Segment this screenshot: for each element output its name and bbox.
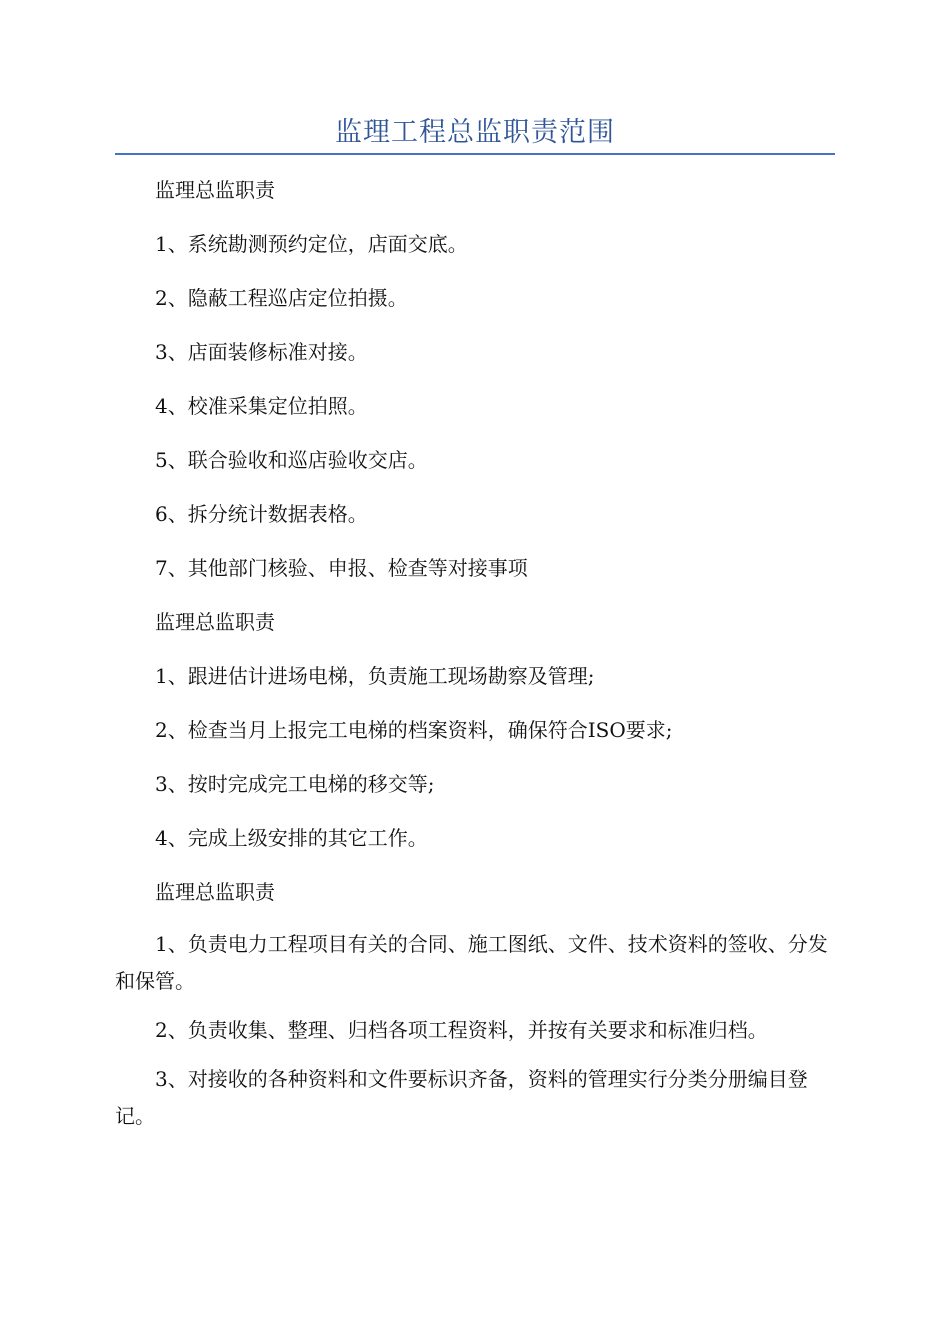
paragraph-list-item: 7、其他部门核验、申报、检查等对接事项 xyxy=(155,556,528,580)
paragraph-list-item: 1、跟进估计进场电梯，负责施工现场勘察及管理; xyxy=(155,664,595,688)
paragraph-list-item: 3、店面装修标准对接。 xyxy=(155,340,368,364)
paragraph-list-item: 6、拆分统计数据表格。 xyxy=(155,502,368,526)
paragraph-list-item: 1、负责电力工程项目有关的合同、施工图纸、文件、技术资料的签收、分发和保管。 xyxy=(115,932,828,993)
paragraph-list-item: 2、负责收集、整理、归档各项工程资料，并按有关要求和标准归档。 xyxy=(155,1018,768,1042)
paragraph-section-heading: 监理总监职责 xyxy=(155,178,275,202)
paragraph-list-item: 2、隐蔽工程巡店定位拍摄。 xyxy=(155,286,408,310)
paragraph-list-item: 2、检查当月上报完工电梯的档案资料，确保符合ISO要求; xyxy=(155,718,673,742)
paragraph-list-item: 4、校准采集定位拍照。 xyxy=(155,394,368,418)
document-title: 监理工程总监职责范围 xyxy=(335,117,615,148)
document-body xyxy=(115,170,835,1147)
paragraph-section-heading: 监理总监职责 xyxy=(155,610,275,634)
paragraph-section-heading: 监理总监职责 xyxy=(155,880,275,904)
paragraph-list-item: 4、完成上级安排的其它工作。 xyxy=(155,826,428,850)
paragraph-list-item: 3、按时完成完工电梯的移交等; xyxy=(155,772,435,796)
paragraph-list-item: 1、系统勘测预约定位，店面交底。 xyxy=(155,232,468,256)
paragraph-list-item: 3、对接收的各种资料和文件要标识齐备，资料的管理实行分类分册编目登记。 xyxy=(115,1067,808,1128)
title-underline xyxy=(115,153,835,155)
paragraph-list-item: 5、联合验收和巡店验收交店。 xyxy=(155,448,428,472)
